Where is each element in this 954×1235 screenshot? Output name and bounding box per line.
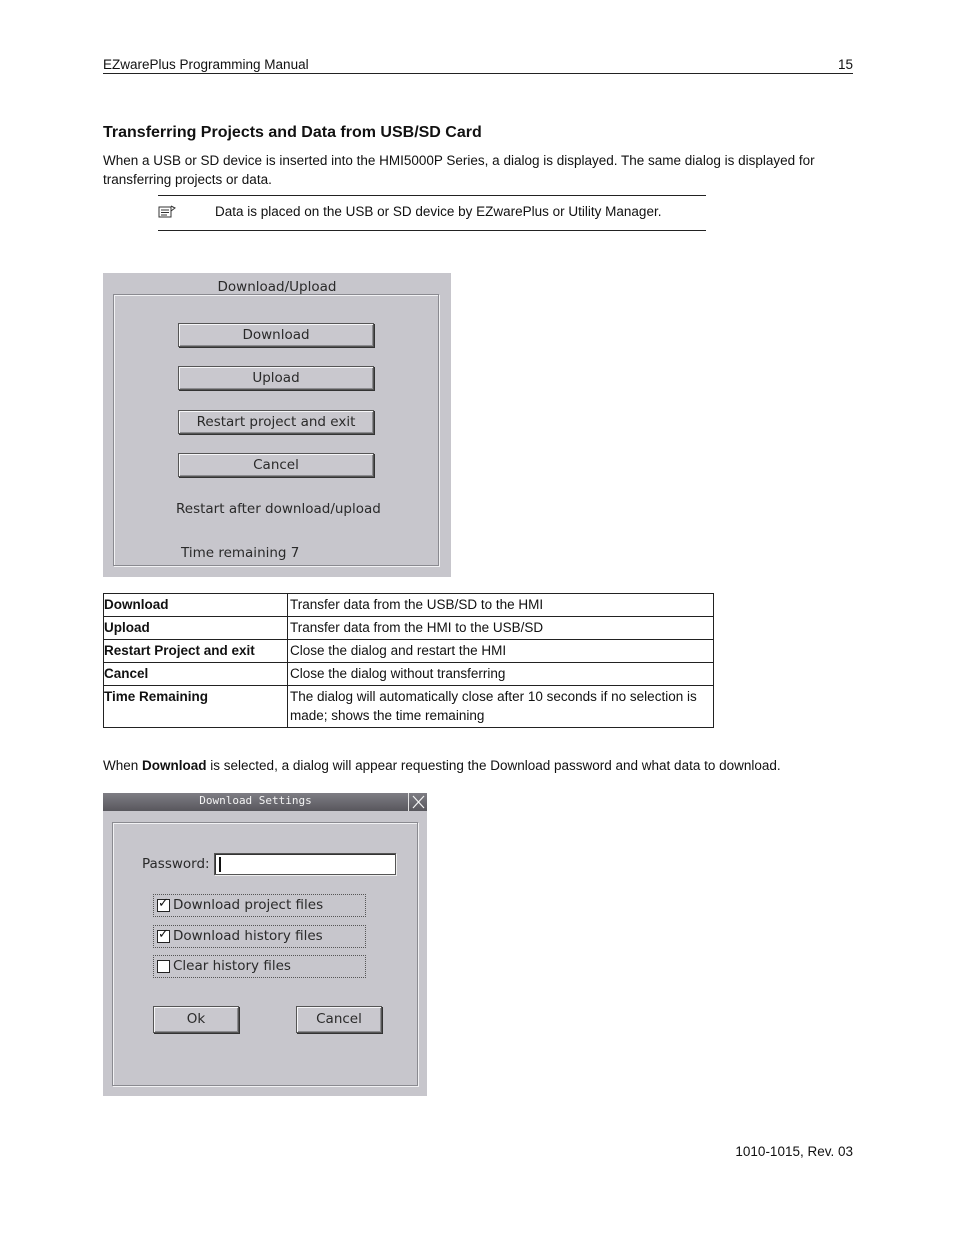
clear-history-files-checkbox[interactable] <box>153 955 366 978</box>
cancel-button[interactable]: Cancel <box>178 453 374 477</box>
table-row <box>104 663 714 686</box>
table-description: Transfer data from the HMI to the USB/SD <box>288 617 714 640</box>
table-row <box>104 594 714 617</box>
download-project-files-checkbox[interactable] <box>153 894 366 917</box>
download-note-bold: Download <box>142 758 207 773</box>
intro-paragraph: When a USB or SD device is inserted into the HMI5000P Series, a dialog is displayed. The same dialog is displayed for transferring projects or data. <box>103 153 815 187</box>
checkbox-box <box>157 960 170 973</box>
section-title: Transferring Projects and Data from USB/SD Card <box>103 124 482 141</box>
download-button[interactable]: Download <box>178 323 374 347</box>
download-note-suffix: is selected, a dialog will appear requesting the Download password and what data to download. <box>206 758 781 773</box>
table-term: Restart Project and exit <box>104 640 288 663</box>
note-icon <box>158 205 176 219</box>
ok-button[interactable]: Ok <box>153 1006 239 1033</box>
download-note-prefix: When <box>103 758 143 773</box>
table-description: Close the dialog without transferring <box>288 663 714 686</box>
download-history-files-checkbox[interactable] <box>153 925 366 948</box>
table-row <box>104 617 714 640</box>
checkbox-box <box>157 927 170 943</box>
options-table <box>103 593 714 728</box>
close-icon <box>409 793 427 811</box>
download-note <box>103 758 781 773</box>
note-text: Data is placed on the USB or SD device by EZwarePlus or Utility Manager. <box>215 204 662 219</box>
checkbox-box <box>157 896 170 912</box>
table-term: Download <box>104 594 288 617</box>
upload-button[interactable]: Upload <box>178 366 374 390</box>
checkbox-label: Clear history files <box>173 958 291 974</box>
password-input[interactable] <box>214 853 396 875</box>
page-number: 15 <box>837 57 853 72</box>
table-term: Time Remaining <box>104 686 288 728</box>
checkbox-label: Download project files <box>173 897 324 913</box>
table-row <box>104 686 714 728</box>
manual-title: EZwarePlus Programming Manual <box>103 57 309 72</box>
table-term: Cancel <box>104 663 288 686</box>
checkbox-label: Download history files <box>173 928 323 944</box>
cancel-button[interactable]: Cancel <box>296 1006 382 1033</box>
dialog-title: Download Settings <box>199 794 312 807</box>
time-remaining: Time remaining 7 <box>181 545 300 561</box>
table-description: Transfer data from the USB/SD to the HMI <box>288 594 714 617</box>
download-upload-dialog <box>103 273 451 577</box>
note-rule-bottom <box>158 230 706 231</box>
check-icon: ✓ <box>158 927 169 942</box>
dialog-title: Download/Upload <box>217 279 337 295</box>
table-row <box>104 640 714 663</box>
table-term: Upload <box>104 617 288 640</box>
download-settings-dialog <box>103 793 427 1096</box>
password-label: Password: <box>142 856 210 872</box>
note-rule-top <box>158 195 706 196</box>
table-description: The dialog will automatically close after 10 seconds if no selection is made; shows the time remaining <box>288 686 714 728</box>
restart-info: Restart after download/upload <box>176 501 381 517</box>
document-id: 1010-1015, Rev. 03 <box>735 1144 853 1159</box>
check-icon: ✓ <box>158 896 169 911</box>
table-description: Close the dialog and restart the HMI <box>288 640 714 663</box>
close-button[interactable] <box>408 793 427 811</box>
text-caret <box>219 857 221 872</box>
header-rule <box>103 73 853 74</box>
restart-project-button[interactable]: Restart project and exit <box>178 410 374 434</box>
